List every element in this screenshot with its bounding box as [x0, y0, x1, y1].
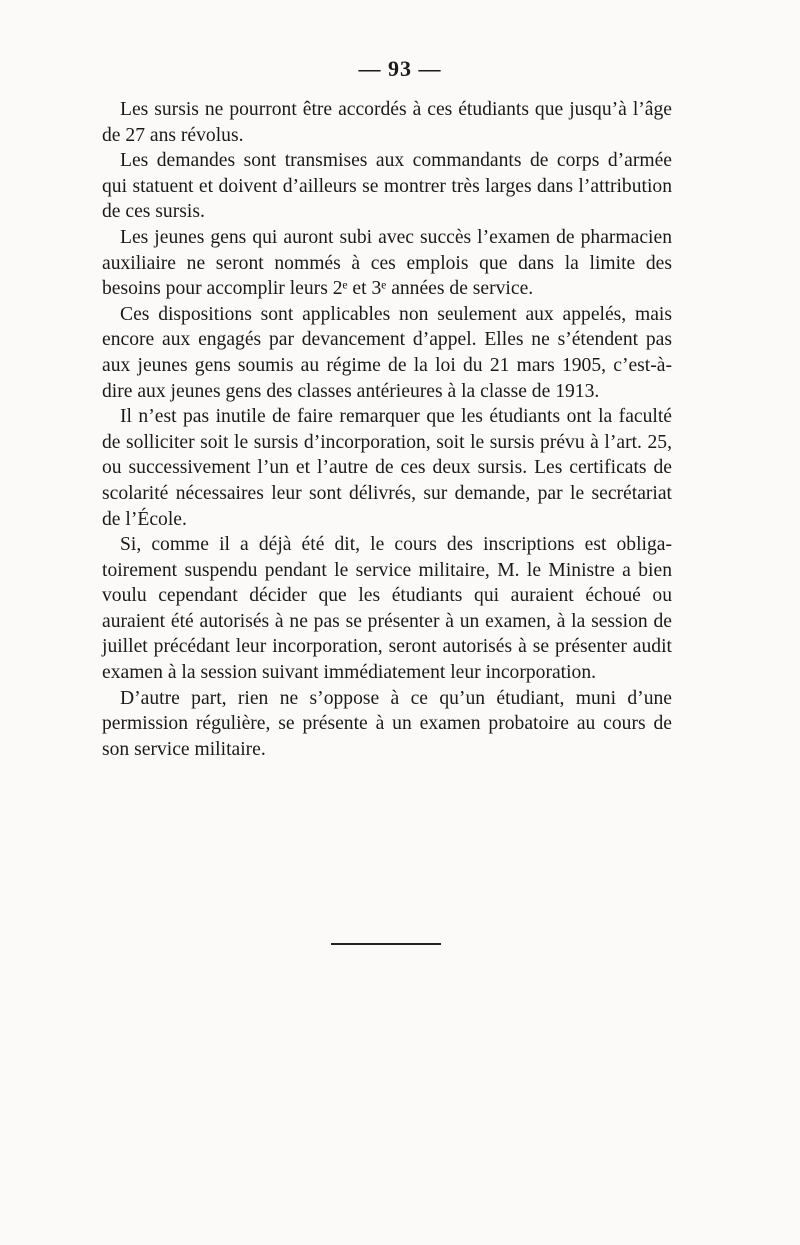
paragraph-5: Il n’est pas inutile de faire remarquer que les étudiants ont la faculté de solliciter soit le sursis d’incorporation, soit le sursis prévu à l’art. 25, ou successivement l’un et l’autre de ces deux sursis. Les certificats de scolarité nécessaires leur sont délivrés, sur demande, par le secrétariat de l’École. — [102, 406, 672, 530]
paragraph-2: Les demandes sont transmises aux commandants de corps d’armée qui statuent et doivent d’ailleurs se montrer très larges dans l’attribution de ces sursis. — [102, 150, 672, 223]
paragraph-1: Les sursis ne pourront être accordés à ces étudiants que jusqu’à l’âge de 27 ans révolus. — [102, 99, 672, 146]
paragraph-6: Si, comme il a déjà été dit, le cours des inscriptions est obligatoirement suspendu pendant le service militaire, M. le Ministre a bien voulu cependant décider que les étudiants qui auraient échoué ou auraient été autorisés à ne pas se présenter à un examen, à la session de juillet précédant leur incorporation, seront autorisés à se présenter audit examen à la session suivant immédiatement leur incorporation. — [102, 534, 672, 684]
paragraph-3: Les jeunes gens qui auront subi avec succès l’examen de pharmacien auxiliaire ne seront nommés à ces emplois que dans la limite des besoins pour accomplir leurs 2ᵉ et 3ᵉ années de service. — [102, 226, 672, 300]
page-number: — 93 — — [358, 56, 442, 81]
end-rule-divider — [331, 943, 441, 945]
body-text — [102, 97, 672, 762]
paragraph-7: D’autre part, rien ne s’oppose à ce qu’un étudiant, muni d’une permission régulière, se présente à un examen probatoire au cours de son service militaire. — [102, 687, 672, 760]
paragraph-4: Ces dispositions sont applicables non seulement aux appelés, mais encore aux engagés par devancement d’appel. Elles ne s’étendent pas aux jeunes gens soumis au régime de la loi du 21 mars 1905, c’est-à-dire aux jeunes gens des classes antérieures à la classe de 1913. — [102, 303, 672, 402]
